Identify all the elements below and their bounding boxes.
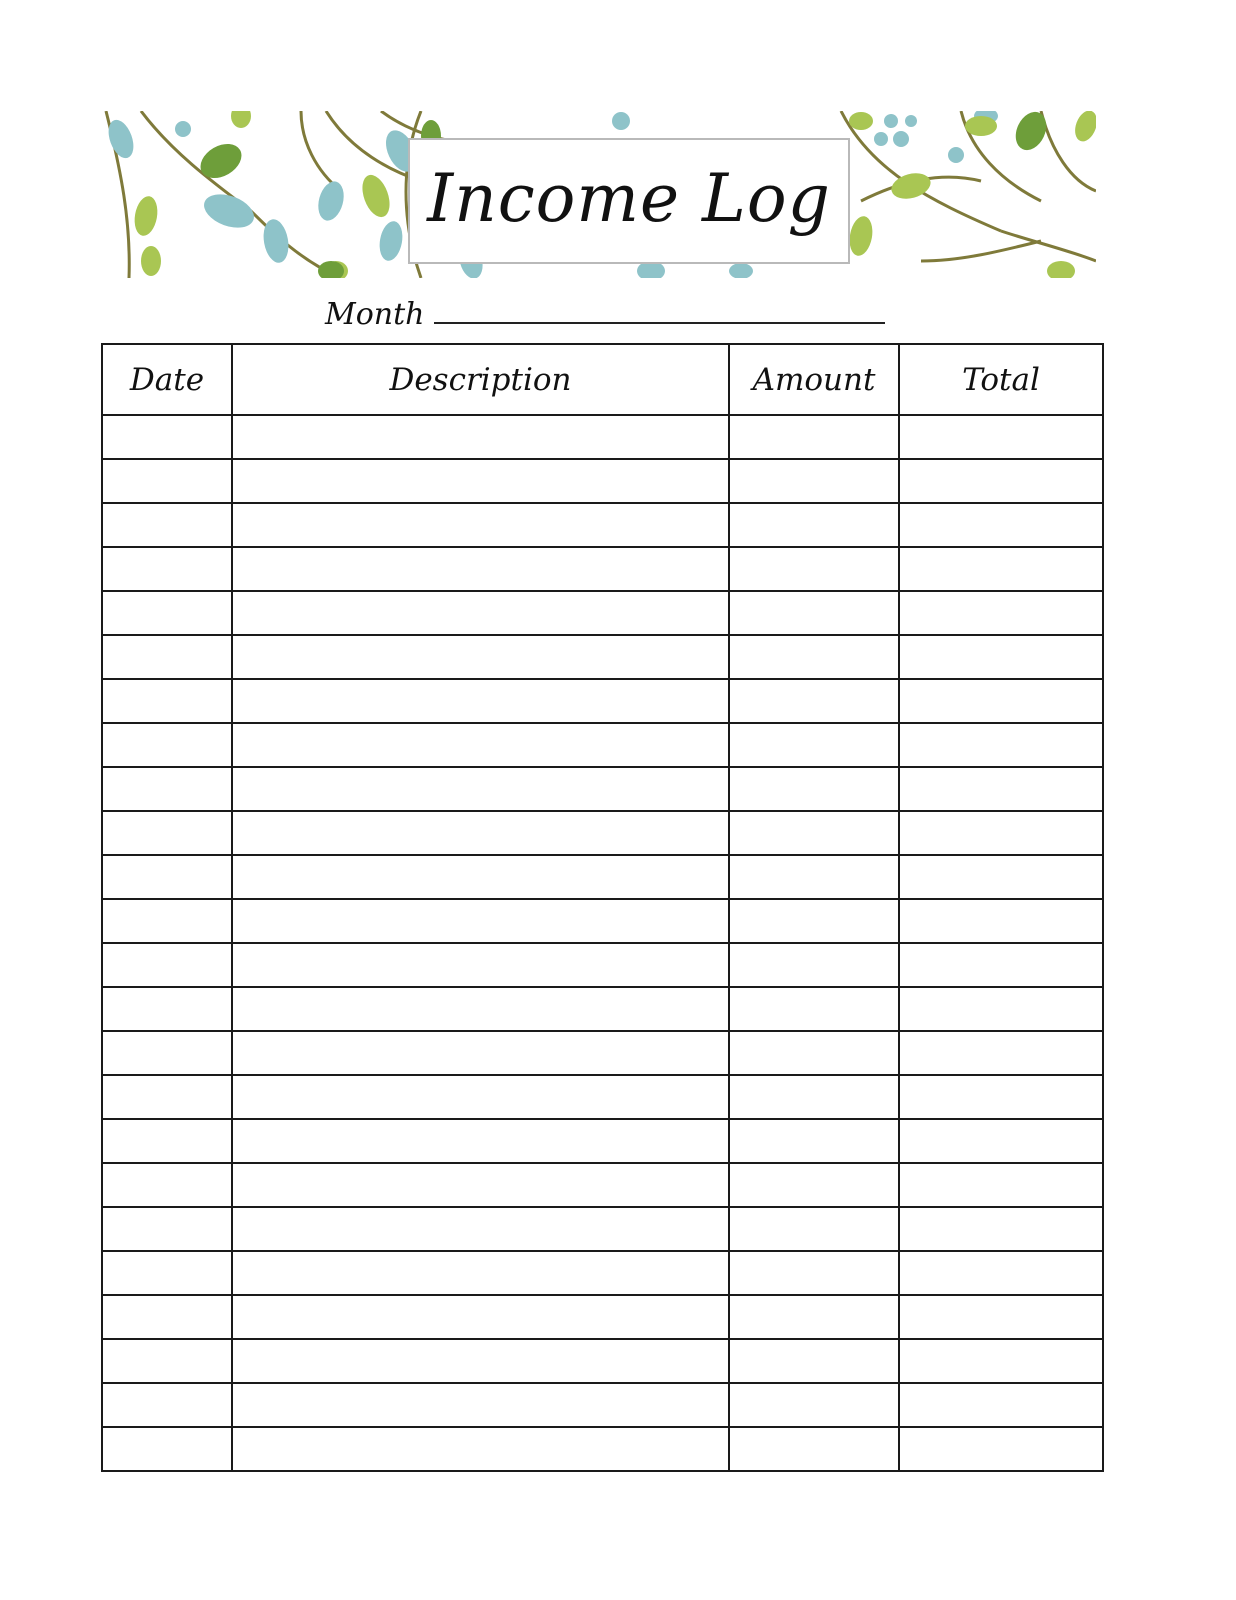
description-cell[interactable] — [232, 723, 729, 767]
table-header-row — [102, 344, 1103, 415]
amount-cell[interactable] — [729, 723, 899, 767]
table-row — [102, 1295, 1103, 1339]
date-cell[interactable] — [102, 811, 232, 855]
amount-cell[interactable] — [729, 1427, 899, 1471]
total-cell[interactable] — [899, 767, 1103, 811]
date-cell[interactable] — [102, 723, 232, 767]
amount-cell[interactable] — [729, 1339, 899, 1383]
table-row — [102, 943, 1103, 987]
total-cell[interactable] — [899, 1427, 1103, 1471]
table-row — [102, 987, 1103, 1031]
amount-cell[interactable] — [729, 943, 899, 987]
description-cell[interactable] — [232, 1119, 729, 1163]
description-cell[interactable] — [232, 811, 729, 855]
description-cell[interactable] — [232, 415, 729, 459]
table-row — [102, 547, 1103, 591]
table-row — [102, 1339, 1103, 1383]
table-row — [102, 591, 1103, 635]
table-row — [102, 1383, 1103, 1427]
description-cell[interactable] — [232, 1031, 729, 1075]
description-cell[interactable] — [232, 899, 729, 943]
total-cell[interactable] — [899, 987, 1103, 1031]
total-cell[interactable] — [899, 547, 1103, 591]
description-cell[interactable] — [232, 1295, 729, 1339]
description-cell[interactable] — [232, 855, 729, 899]
table-row — [102, 1075, 1103, 1119]
amount-cell[interactable] — [729, 415, 899, 459]
table-row — [102, 1251, 1103, 1295]
column-header-amount: Amount — [729, 344, 899, 415]
total-cell[interactable] — [899, 811, 1103, 855]
description-cell[interactable] — [232, 1207, 729, 1251]
date-cell[interactable] — [102, 1075, 232, 1119]
date-cell[interactable] — [102, 1295, 232, 1339]
total-cell[interactable] — [899, 899, 1103, 943]
table-row — [102, 1207, 1103, 1251]
date-cell[interactable] — [102, 1031, 232, 1075]
amount-cell[interactable] — [729, 1163, 899, 1207]
amount-cell[interactable] — [729, 811, 899, 855]
month-field — [325, 290, 885, 330]
date-cell[interactable] — [102, 855, 232, 899]
description-cell[interactable] — [232, 547, 729, 591]
date-cell[interactable] — [102, 899, 232, 943]
total-cell[interactable] — [899, 415, 1103, 459]
table-row — [102, 1427, 1103, 1471]
date-cell[interactable] — [102, 415, 232, 459]
amount-cell[interactable] — [729, 767, 899, 811]
amount-cell[interactable] — [729, 547, 899, 591]
amount-cell[interactable] — [729, 459, 899, 503]
date-cell[interactable] — [102, 459, 232, 503]
total-cell[interactable] — [899, 635, 1103, 679]
date-cell[interactable] — [102, 1339, 232, 1383]
table-row — [102, 723, 1103, 767]
date-cell[interactable] — [102, 1163, 232, 1207]
date-cell[interactable] — [102, 1427, 232, 1471]
date-cell[interactable] — [102, 547, 232, 591]
table-row — [102, 1031, 1103, 1075]
date-cell[interactable] — [102, 591, 232, 635]
description-cell[interactable] — [232, 679, 729, 723]
date-cell[interactable] — [102, 943, 232, 987]
amount-cell[interactable] — [729, 679, 899, 723]
total-cell[interactable] — [899, 1207, 1103, 1251]
amount-cell[interactable] — [729, 1031, 899, 1075]
description-cell[interactable] — [232, 503, 729, 547]
table-body — [102, 415, 1103, 1471]
column-header-description: Description — [232, 344, 729, 415]
date-cell[interactable] — [102, 635, 232, 679]
amount-cell[interactable] — [729, 1251, 899, 1295]
amount-cell[interactable] — [729, 987, 899, 1031]
amount-cell[interactable] — [729, 1207, 899, 1251]
description-cell[interactable] — [232, 591, 729, 635]
description-cell[interactable] — [232, 1339, 729, 1383]
table-row — [102, 679, 1103, 723]
page-title: Income Log — [427, 159, 831, 237]
total-cell[interactable] — [899, 459, 1103, 503]
total-cell[interactable] — [899, 1295, 1103, 1339]
table-row — [102, 899, 1103, 943]
date-cell[interactable] — [102, 767, 232, 811]
amount-cell[interactable] — [729, 1383, 899, 1427]
date-cell[interactable] — [102, 679, 232, 723]
month-label: Month — [325, 297, 425, 332]
total-cell[interactable] — [899, 943, 1103, 987]
total-cell[interactable] — [899, 723, 1103, 767]
date-cell[interactable] — [102, 1119, 232, 1163]
table-row — [102, 1163, 1103, 1207]
date-cell[interactable] — [102, 1207, 232, 1251]
table-row — [102, 855, 1103, 899]
table-row — [102, 767, 1103, 811]
table-row — [102, 1119, 1103, 1163]
total-cell[interactable] — [899, 1383, 1103, 1427]
total-cell[interactable] — [899, 855, 1103, 899]
description-cell[interactable] — [232, 459, 729, 503]
description-cell[interactable] — [232, 943, 729, 987]
total-cell[interactable] — [899, 1339, 1103, 1383]
income-log-table — [101, 343, 1104, 1472]
amount-cell[interactable] — [729, 503, 899, 547]
column-header-total: Total — [899, 344, 1103, 415]
description-cell[interactable] — [232, 767, 729, 811]
description-cell[interactable] — [232, 987, 729, 1031]
amount-cell[interactable] — [729, 1295, 899, 1339]
amount-cell[interactable] — [729, 899, 899, 943]
description-cell[interactable] — [232, 1427, 729, 1471]
date-cell[interactable] — [102, 503, 232, 547]
total-cell[interactable] — [899, 591, 1103, 635]
table-row — [102, 415, 1103, 459]
description-cell[interactable] — [232, 635, 729, 679]
date-cell[interactable] — [102, 1383, 232, 1427]
description-cell[interactable] — [232, 1075, 729, 1119]
description-cell[interactable] — [232, 1163, 729, 1207]
total-cell[interactable] — [899, 1163, 1103, 1207]
amount-cell[interactable] — [729, 635, 899, 679]
amount-cell[interactable] — [729, 1119, 899, 1163]
total-cell[interactable] — [899, 1251, 1103, 1295]
table-row — [102, 503, 1103, 547]
total-cell[interactable] — [899, 1075, 1103, 1119]
date-cell[interactable] — [102, 1251, 232, 1295]
month-blank-line — [434, 314, 885, 324]
total-cell[interactable] — [899, 503, 1103, 547]
amount-cell[interactable] — [729, 855, 899, 899]
table-row — [102, 811, 1103, 855]
total-cell[interactable] — [899, 679, 1103, 723]
amount-cell[interactable] — [729, 1075, 899, 1119]
date-cell[interactable] — [102, 987, 232, 1031]
title-box — [408, 138, 850, 264]
description-cell[interactable] — [232, 1251, 729, 1295]
amount-cell[interactable] — [729, 591, 899, 635]
description-cell[interactable] — [232, 1383, 729, 1427]
table-row — [102, 635, 1103, 679]
total-cell[interactable] — [899, 1031, 1103, 1075]
total-cell[interactable] — [899, 1119, 1103, 1163]
table-row — [102, 459, 1103, 503]
column-header-date: Date — [102, 344, 232, 415]
